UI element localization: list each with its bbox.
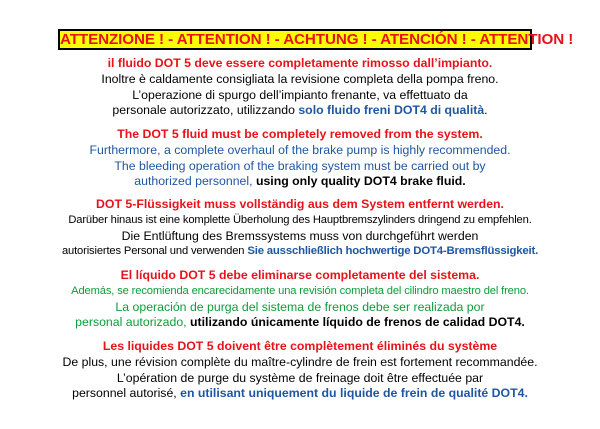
spanish-line-4	[0, 315, 600, 331]
section-spanish	[0, 268, 600, 331]
german-line-4	[0, 244, 600, 260]
english-line-4	[0, 174, 600, 190]
french-line-1: Les liquides DOT 5 doivent être complètement éliminés du système	[102, 339, 498, 353]
section-french	[0, 339, 600, 402]
german-line-3: Die Entlüftung des Bremssystems muss von durchgeführt werden	[121, 228, 479, 243]
section-english	[0, 127, 600, 190]
spanish-line-2: Además, se recomienda encarecidamente una revisión completa del cilindro maestro del freno.	[71, 284, 529, 297]
english-line-4-emphasis: using only quality DOT4 brake fluid.	[255, 174, 466, 189]
french-line-4-emphasis: en utilisant uniquement du liquide de frein de qualité DOT4.	[180, 386, 528, 401]
section-italian	[0, 56, 600, 119]
spanish-line-3: La operación de purga del sistema de frenos debe ser realizada por	[115, 299, 485, 314]
english-line-1: The DOT 5 fluid must be completely removed from the system.	[117, 127, 483, 141]
spanish-line-1: El líquido DOT 5 debe eliminarse completamente del sistema.	[120, 268, 480, 282]
french-line-4	[0, 386, 600, 402]
italian-line-4	[0, 103, 600, 119]
english-line-2: Furthermore, a complete overhaul of the brake pump is highly recommended.	[89, 142, 511, 157]
spanish-line-4-emphasis: utilizando únicamente líquido de frenos de calidad DOT4.	[190, 315, 525, 330]
italian-line-3: L’operazione di spurgo dell’impianto frenante, va effettuato da	[132, 87, 468, 102]
italian-line-4-plain: personale autorizzato, utilizzando	[112, 103, 299, 118]
english-line-3: The bleeding operation of the braking system must be carried out by	[114, 158, 486, 173]
section-german	[0, 197, 600, 260]
german-line-4-emphasis: Sie ausschließlich hochwertige DOT4-Bremsflüssigkeit.	[247, 245, 539, 258]
spanish-line-4-plain: personal autorizado,	[75, 315, 191, 330]
german-line-4-plain: autorisiertes Personal und verwenden	[61, 245, 248, 258]
french-line-4-plain: personnel autorisé,	[72, 386, 181, 401]
italian-line-2: Inoltre è caldamente consigliata la revisione completa della pompa freno.	[101, 71, 499, 86]
french-line-3: L’opération de purge du système de freinage doit être effectuée par	[116, 370, 484, 385]
warning-banner: ATTENZIONE ! - ATTENTION ! - ACHTUNG ! - ATENCIÓN ! - ATTENTION !	[60, 31, 574, 48]
italian-line-1: il fluido DOT 5 deve essere completamente rimosso dall’impianto.	[107, 56, 493, 70]
english-line-4-plain: authorized personnel,	[134, 174, 256, 189]
italian-line-4-end: .	[484, 103, 488, 118]
german-line-2: Darüber hinaus ist eine komplette Überholung des Hauptbremszylinders dringend zu empfehlen.	[68, 213, 532, 226]
french-line-2: De plus, une révision complète du maître-cylindre de frein est fortement recommandée.	[62, 354, 538, 369]
italian-line-4-emphasis: solo fluido freni DOT4 di qualità	[298, 103, 485, 118]
german-line-1: DOT 5-Flüssigkeit muss vollständig aus dem System entfernt werden.	[96, 197, 504, 211]
